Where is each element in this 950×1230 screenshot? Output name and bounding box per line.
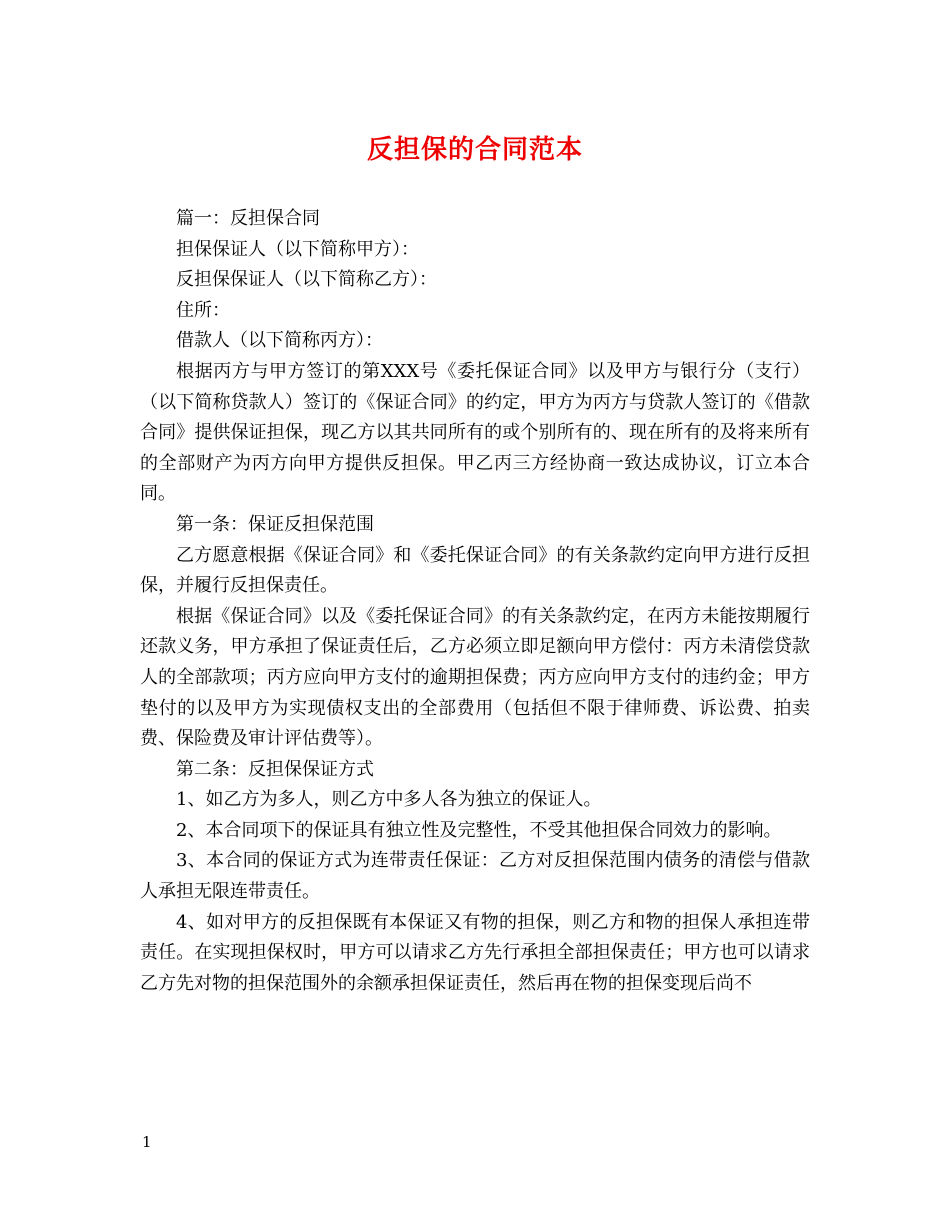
paragraph: 乙方愿意根据《保证合同》和《委托保证合同》的有关条款约定向甲方进行反担保，并履行反担保责任。: [140, 544, 810, 597]
paragraph: 根据《保证合同》以及《委托保证合同》的有关条款约定，在丙方未能按期履行还款义务，甲方承担了保证责任后，乙方必须立即足额向甲方偿付：丙方未清偿贷款人的全部款项；丙方应向甲方支付的逾期担保费；丙方应向甲方支付的违约金；甲方垫付的以及甲方为实现债权支出的全部费用（包括但不限于律师费、诉讼费、拍卖费、保险费及审计评估费等）。: [140, 605, 810, 750]
paragraph: 反担保保证人（以下简称乙方）：: [176, 269, 437, 291]
paragraph: 根据丙方与甲方签订的第XXX号《委托保证合同》以及甲方与银行分（支行）（以下简称贷款人）签订的《保证合同》的约定，甲方为丙方与贷款人签订的《借款合同》提供保证担保，现乙方以其共同所有的或个别所有的、现在所有的及将来所有的全部财产为丙方向甲方提供反担保。甲乙丙三方经协商一致达成协议，订立本合同。: [140, 360, 810, 505]
document-body: [140, 204, 810, 999]
paragraph: 2、本合同项下的保证具有独立性及完整性，不受其他担保合同效力的影响。: [176, 819, 782, 841]
paragraph: 住所：: [176, 299, 230, 321]
paragraph: 1、如乙方为多人，则乙方中多人各为独立的保证人。: [176, 789, 602, 811]
paragraph: 借款人（以下简称丙方）：: [176, 330, 383, 352]
document-title: 反担保的合同范本: [366, 135, 583, 165]
paragraph: 4、如对甲方的反担保既有本保证又有物的担保，则乙方和物的担保人承担连带责任。在实现担保权时，甲方可以请求乙方先行承担全部担保责任；甲方也可以请求乙方先对物的担保范围外的余额承担保证责任，然后再在物的担保变现后尚不: [140, 911, 810, 994]
section-heading: 第二条：反担保保证方式: [176, 758, 374, 780]
paragraph: 篇一：反担保合同: [176, 208, 320, 229]
paragraph: 3、本合同的保证方式为连带责任保证：乙方对反担保范围内债务的清偿与借款人承担无限连带责任。: [140, 850, 810, 903]
page-number: 1: [142, 1133, 152, 1151]
section-heading: 第一条：保证反担保范围: [176, 513, 374, 535]
paragraph: 担保保证人（以下简称甲方）：: [176, 238, 419, 260]
